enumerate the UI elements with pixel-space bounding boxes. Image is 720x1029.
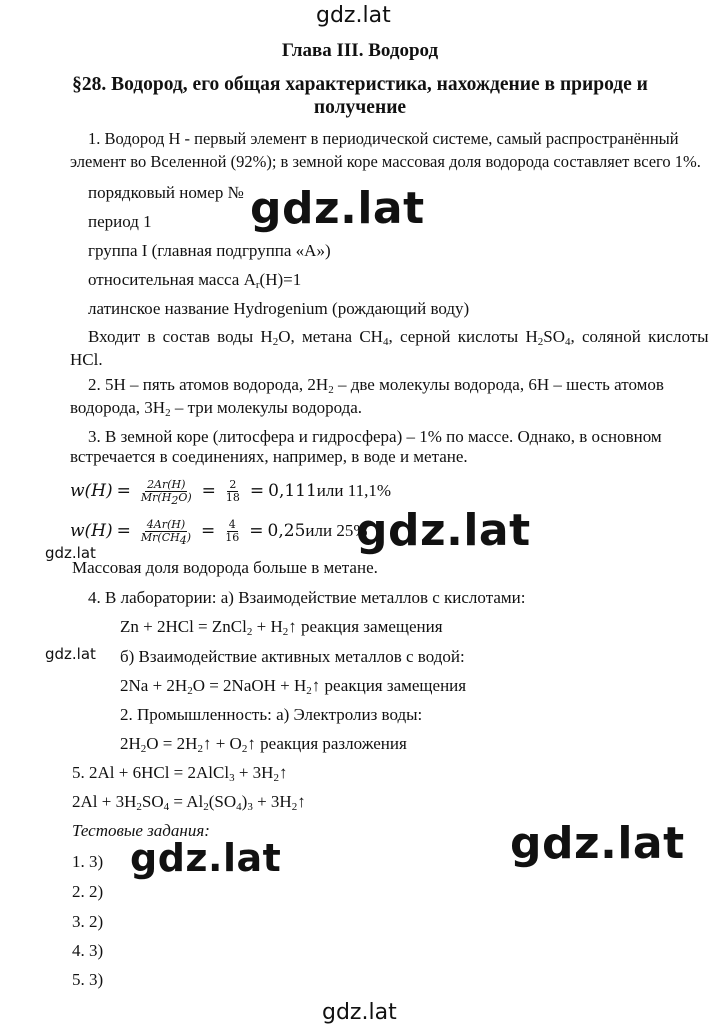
section-title-line-2: получение bbox=[313, 97, 407, 118]
reaction-aluminum-h2so4: $2Al + 3H_2SO_4 = Al_2(SO_4)_3$ + $3H_2↑$ bbox=[72, 792, 306, 813]
watermark-left-1: gdz.lat bbox=[45, 544, 96, 562]
compounds-line-2: HCl. bbox=[70, 350, 103, 369]
reaction-zinc: Zn + 2HCl = ZnCl$_2$ + $H_2↑$ реакция замещения bbox=[120, 617, 443, 638]
industry-heading: 2. Промышленность: а) Электролиз воды: bbox=[120, 705, 423, 724]
watermark-left-2: gdz.lat bbox=[45, 645, 96, 663]
formula-methane: w(H) = $\frac{4Ar(H)}{Mr(CH_4)}$ = $\frac{4}{16}$ = 0,25 или 25% bbox=[70, 517, 368, 547]
compounds-line-1: Входит в состав воды $H_2O$, метана $CH_4$, серной кислоты $H_2SO_4$, соляной кислоты bbox=[88, 327, 709, 348]
paragraph-1-line-1: 1. Водород Н - первый элемент в периодической системе, самый распространённый bbox=[88, 129, 679, 148]
watermark-center-2: gdz.lat bbox=[356, 505, 531, 556]
reaction-electrolysis: $2H_2O$ = $2H_2↑$ + $O_2↑$ реакция разложения bbox=[120, 734, 407, 755]
watermark-right: gdz.lat bbox=[510, 818, 685, 869]
lab-methods-b: б) Взаимодействие активных металлов с водой: bbox=[120, 647, 465, 666]
property-mass: относительная масса $A_r(H)=1$ bbox=[88, 270, 302, 291]
watermark-center-1: gdz.lat bbox=[250, 183, 425, 234]
answer-2: 2. 2) bbox=[72, 882, 104, 901]
answer-3: 3. 2) bbox=[72, 912, 104, 931]
conclusion: Массовая доля водорода больше в метане. bbox=[72, 558, 378, 577]
section-title-line-1: §28. Водород, его общая характеристика, нахождение в природе и bbox=[72, 74, 648, 95]
property-period: период 1 bbox=[88, 212, 152, 231]
paragraph-3-line-1: 3. В земной коре (литосфера и гидросфера) – 1% по массе. Однако, в основном bbox=[88, 427, 662, 446]
paragraph-1-line-2: элемент во Вселенной (92%); в земной коре массовая доля водорода составляет всего 1%. bbox=[70, 152, 701, 171]
property-number: порядковый номер № bbox=[88, 183, 244, 202]
paragraph-3-line-2: встречается в соединениях, например, в воде и метане. bbox=[70, 447, 468, 466]
answer-4: 4. 3) bbox=[72, 941, 104, 960]
watermark-top: gdz.lat bbox=[316, 3, 391, 28]
watermark-tests: gdz.lat bbox=[130, 836, 282, 880]
paragraph-2-line-1: 2. 5H – пять атомов водорода, $2H_2$ – две молекулы водорода, 6H – шесть атомов bbox=[88, 375, 664, 396]
answer-5: 5. 3) bbox=[72, 970, 104, 989]
answer-1: 1. 3) bbox=[72, 852, 104, 871]
reaction-sodium: $2Na + 2H_2O$ = 2NaOH + $H_2↑$ реакция замещения bbox=[120, 676, 467, 697]
property-latin-name: латинское название Hydrogenium (рождающий воду) bbox=[88, 299, 470, 318]
paragraph-2-line-2: водорода, $3H_2$ – три молекулы водорода. bbox=[70, 398, 363, 419]
lab-methods-heading: 4. В лаборатории: а) Взаимодействие металлов с кислотами: bbox=[88, 588, 526, 607]
formula-water: w(H) = $\frac{2Ar(H)}{Mr(H_2O)}$ = $\frac{2}{18}$ = 0,111 или 11,1% bbox=[70, 477, 392, 507]
tests-title: Тестовые задания: bbox=[72, 821, 210, 840]
chapter-title: Глава III. Водород bbox=[281, 40, 439, 61]
watermark-bottom: gdz.lat bbox=[322, 1000, 397, 1025]
reaction-aluminum-hcl: 5. 2Al + 6HCl = 2AlCl$_3$ + $3H_2↑$ bbox=[72, 763, 288, 784]
property-group: группа I (главная подгруппа «А») bbox=[88, 241, 331, 260]
